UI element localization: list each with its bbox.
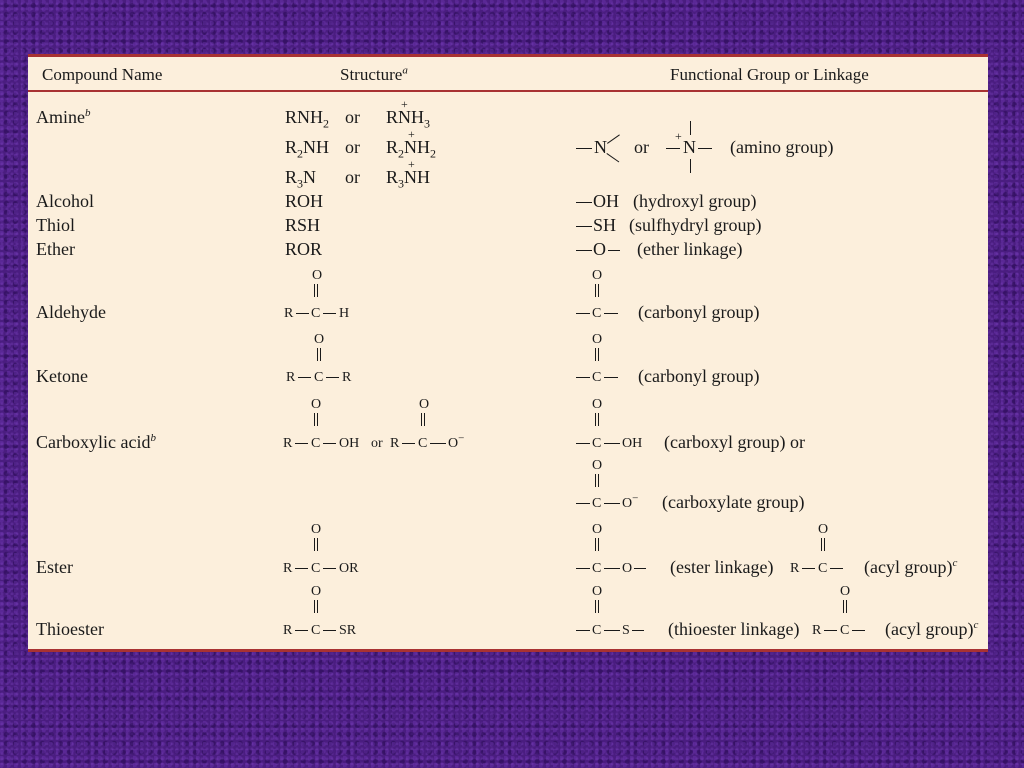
footnote-c: c <box>952 557 958 569</box>
atom-o: O <box>592 458 603 473</box>
bond <box>326 377 339 378</box>
amino-n: N <box>594 137 607 157</box>
atom-r: R <box>286 370 296 385</box>
bond <box>430 443 446 444</box>
bond <box>830 568 843 569</box>
atom-s: S <box>622 623 630 638</box>
double-bond <box>595 538 599 551</box>
atom-o: O <box>622 561 633 576</box>
bond <box>323 443 336 444</box>
header-compound-name: Compound Name <box>42 65 163 84</box>
atom-o: O <box>419 397 430 412</box>
atom-o: O <box>592 268 603 283</box>
row-name-alcohol: Alcohol <box>36 191 94 211</box>
amine-primary-ion: $RNH_3$ <box>386 107 431 131</box>
footnote-a: a <box>402 64 408 77</box>
bond <box>666 148 680 149</box>
row-name-ketone: Ketone <box>36 366 88 386</box>
row-name-ester: Ester <box>36 557 73 577</box>
double-bond <box>421 413 425 426</box>
amine-or-1: or <box>345 107 360 127</box>
bond <box>296 313 309 314</box>
bond <box>576 503 590 504</box>
amine-tertiary: $R_3N$ <box>285 167 317 191</box>
atom-c: C <box>592 436 602 451</box>
amine-label: Amine <box>36 107 85 127</box>
hydroxyl-fg: OH <box>593 191 619 211</box>
bond <box>632 630 644 631</box>
amine-secondary-ion: $R_2NH_2$ <box>386 137 437 161</box>
alcohol-structure: ROH <box>285 191 324 211</box>
hydroxyl-group-label: (hydroxyl group) <box>633 191 757 211</box>
row-name-thioester: Thioester <box>36 619 104 639</box>
ether-structure: ROR <box>285 239 323 259</box>
atom-sr: SR <box>339 623 357 638</box>
acyl-label: (acyl group) <box>885 619 974 639</box>
bond <box>604 313 618 314</box>
carboxyl-group-label: (carboxyl group) or <box>664 432 805 452</box>
atom-o: O <box>592 397 603 412</box>
double-bond <box>314 538 318 551</box>
double-bond <box>595 474 599 487</box>
bond <box>852 630 865 631</box>
bond <box>824 630 837 631</box>
atom-o: O <box>592 522 603 537</box>
row-name-thiol: Thiol <box>36 215 75 235</box>
bond <box>604 630 620 631</box>
bond <box>323 568 336 569</box>
atom-r: R <box>812 623 822 638</box>
bond <box>606 153 619 162</box>
amine-secondary: $R_2NH$ <box>285 137 330 161</box>
ether-linkage-label: (ether linkage) <box>637 239 743 259</box>
row-name-amine <box>36 107 91 127</box>
atom-c: C <box>592 306 602 321</box>
charge-plus: + <box>408 127 415 141</box>
acyl-label: (acyl group) <box>864 557 953 577</box>
atom-c: C <box>418 436 428 451</box>
sulfhydryl-group-label: (sulfhydryl group) <box>629 215 762 235</box>
atom-r: R <box>342 370 352 385</box>
atom-c: C <box>311 561 321 576</box>
bond <box>608 250 620 251</box>
double-bond <box>595 284 599 297</box>
bond <box>802 568 815 569</box>
atom-o: O <box>314 332 325 347</box>
atom-oh: OH <box>622 436 643 451</box>
bond <box>295 443 308 444</box>
atom-o-minus: O− <box>622 492 639 511</box>
atom-c: C <box>311 623 321 638</box>
atom-o: O <box>592 584 603 599</box>
bond <box>576 250 592 251</box>
header-functional-group: Functional Group or Linkage <box>670 65 869 84</box>
atom-c: C <box>314 370 324 385</box>
atom-o: O <box>818 522 829 537</box>
atom-or: OR <box>339 561 359 576</box>
double-bond <box>314 284 318 297</box>
atom-c: C <box>592 370 602 385</box>
atom-oh: OH <box>339 436 360 451</box>
atom-o: O <box>840 584 851 599</box>
bond <box>402 443 415 444</box>
atom-o-minus: O− <box>448 432 465 451</box>
carbonyl-group-label: (carbonyl group) <box>638 302 760 322</box>
ammonium-n: N <box>683 137 696 157</box>
atom-c: C <box>840 623 850 638</box>
bond <box>576 377 590 378</box>
atom-c: C <box>311 306 321 321</box>
bond <box>604 377 618 378</box>
double-bond <box>821 538 825 551</box>
atom-r: R <box>284 306 294 321</box>
footnote-b: b <box>150 432 156 444</box>
double-bond <box>314 413 318 426</box>
bond <box>576 148 592 149</box>
functional-groups-table <box>28 54 988 652</box>
row-name-ether: Ether <box>36 239 75 259</box>
amine-or-3: or <box>345 167 360 187</box>
atom-c: C <box>592 623 602 638</box>
bond <box>295 630 308 631</box>
charge-plus: + <box>675 129 682 143</box>
charge-plus: + <box>401 97 408 111</box>
double-bond <box>314 600 318 613</box>
double-bond <box>317 348 321 361</box>
header-rule <box>28 90 988 92</box>
bond <box>690 159 691 173</box>
bond <box>604 568 620 569</box>
thiol-structure: RSH <box>285 215 321 235</box>
acyl-group-label <box>885 619 978 639</box>
bond <box>298 377 311 378</box>
atom-c: C <box>818 561 828 576</box>
bond <box>607 134 620 143</box>
bond <box>576 202 592 203</box>
atom-o: O <box>312 268 323 283</box>
charge-plus: + <box>408 157 415 171</box>
carboxylate-group-label: (carboxylate group) <box>662 492 805 512</box>
carboxylic-acid-label: Carboxylic acid <box>36 432 151 452</box>
row-name-carboxylic-acid <box>36 432 156 452</box>
amino-or: or <box>634 137 649 157</box>
atom-o: O <box>311 522 322 537</box>
bond <box>576 226 592 227</box>
bond <box>323 313 336 314</box>
amino-group-label: (amino group) <box>730 137 834 157</box>
atom-o: O <box>592 332 603 347</box>
bond <box>576 313 590 314</box>
atom-r: R <box>390 436 400 451</box>
header-structure-label: Structure <box>340 65 403 84</box>
thioester-linkage-label: (thioester linkage) <box>668 619 800 639</box>
double-bond <box>595 600 599 613</box>
bond <box>576 443 590 444</box>
row-name-aldehyde: Aldehyde <box>36 302 106 322</box>
bond <box>690 121 691 135</box>
carbonyl-group-label: (carbonyl group) <box>638 366 760 386</box>
atom-c: C <box>592 496 602 511</box>
atom-o: O <box>311 397 322 412</box>
bond <box>295 568 308 569</box>
bond <box>576 630 590 631</box>
double-bond <box>595 348 599 361</box>
amine-primary: $RNH_2$ <box>285 107 330 131</box>
bond <box>604 443 620 444</box>
bond <box>634 568 646 569</box>
ether-fg: O <box>593 239 606 259</box>
acyl-group-label <box>864 557 957 577</box>
double-bond <box>595 413 599 426</box>
atom-r: R <box>790 561 800 576</box>
bond <box>604 503 620 504</box>
amine-tertiary-ion: $R_3NH$ <box>386 167 431 191</box>
atom-r: R <box>283 623 293 638</box>
sulfhydryl-fg: SH <box>593 215 617 235</box>
atom-c: C <box>592 561 602 576</box>
ester-linkage-label: (ester linkage) <box>670 557 774 577</box>
atom-c: C <box>311 436 321 451</box>
bond <box>698 148 712 149</box>
atom-r: R <box>283 561 293 576</box>
double-bond <box>843 600 847 613</box>
carboxylic-or: or <box>371 436 383 451</box>
header-structure <box>340 65 408 85</box>
atom-h: H <box>339 306 350 321</box>
footnote-b: b <box>85 107 91 119</box>
atom-o: O <box>311 584 322 599</box>
amine-or-2: or <box>345 137 360 157</box>
bond <box>576 568 590 569</box>
bond <box>323 630 336 631</box>
footnote-c: c <box>973 619 979 631</box>
atom-r: R <box>283 436 293 451</box>
